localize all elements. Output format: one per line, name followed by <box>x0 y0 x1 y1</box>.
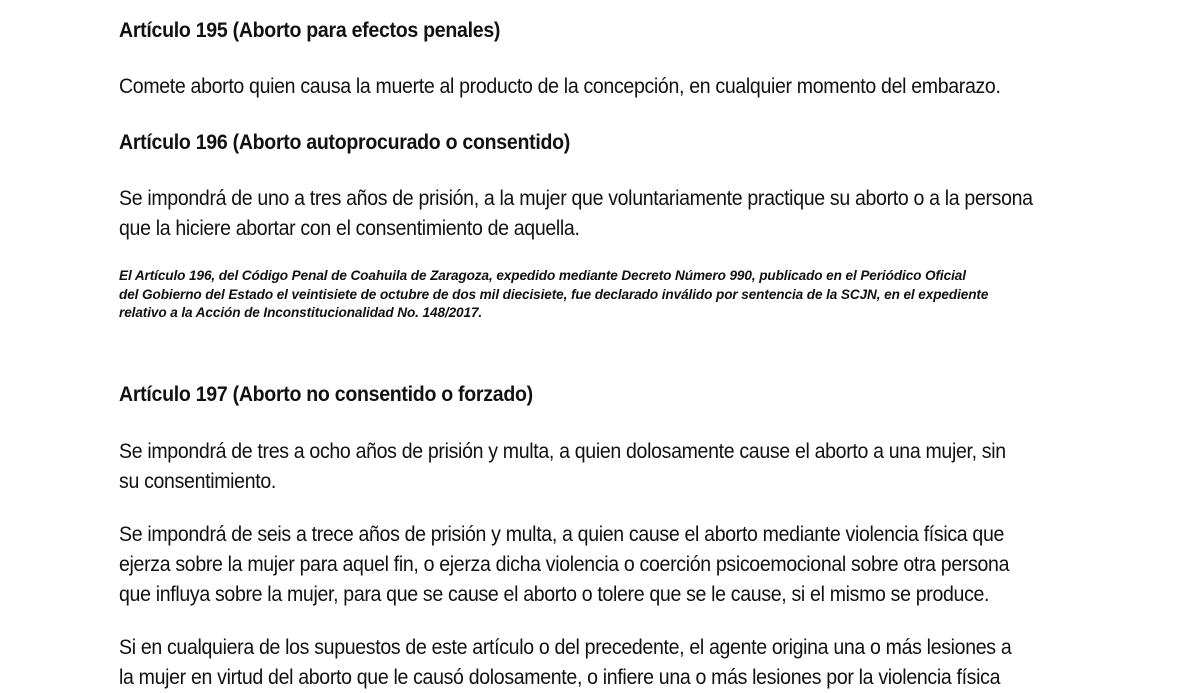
note-line: El Artículo 196, del Código Penal de Coahuila de Zaragoza, expedido mediante Decreto Número 990, publicado en el Periódico Oficial <box>119 268 966 283</box>
text-line: que la hiciere abortar con el consentimiento de aquella. <box>119 217 580 240</box>
text-line: Se impondrá de uno a tres años de prisión, a la mujer que voluntariamente practique su aborto o a la persona <box>119 187 1033 210</box>
note-line: del Gobierno del Estado el veintisiete de octubre de dos mil diecisiete, fue declarado inválido por sentencia de la SCJN, en el expediente <box>119 286 989 302</box>
text-line: la mujer en virtud del aborto que le causó dolosamente, o infiere una o más lesiones por la violencia física <box>119 666 1001 689</box>
article-196-heading: Artículo 196 (Aborto autoprocurado o consentido) <box>119 131 571 154</box>
text-line: Si en cualquiera de los supuestos de este artículo o del precedente, el agente origina una o más lesiones a <box>119 636 1012 659</box>
text-line: que influya sobre la mujer, para que se cause el aborto o tolere que se le cause, si el mismo se produce. <box>119 583 990 606</box>
article-197-paragraph-2 <box>119 520 1082 610</box>
text-line: Comete aborto quien causa la muerte al producto de la concepción, en cualquier momento del embarazo. <box>119 75 1001 98</box>
article-197-paragraph-1 <box>119 437 1082 497</box>
article-197-paragraph-3 <box>119 633 1082 693</box>
article-195-heading: Artículo 195 (Aborto para efectos penales) <box>119 19 501 42</box>
text-line: Se impondrá de tres a ocho años de prisión y multa, a quien dolosamente cause el aborto a una mujer, sin <box>119 440 1006 463</box>
text-line: su consentimiento. <box>119 470 276 493</box>
article-196-invalidation-note <box>119 267 1099 323</box>
article-196-paragraph <box>119 184 1082 244</box>
text-line: ejerza sobre la mujer para aquel fin, o ejerza dicha violencia o coerción psicoemocional sobre otra persona <box>119 553 1010 576</box>
text-line: Se impondrá de seis a trece años de prisión y multa, a quien cause el aborto mediante violencia física que <box>119 523 1005 546</box>
note-line: relativo a la Acción de Inconstitucionalidad No. 148/2017. <box>119 305 483 320</box>
article-195-paragraph <box>119 72 1082 102</box>
article-197-heading: Artículo 197 (Aborto no consentido o forzado) <box>119 383 533 406</box>
